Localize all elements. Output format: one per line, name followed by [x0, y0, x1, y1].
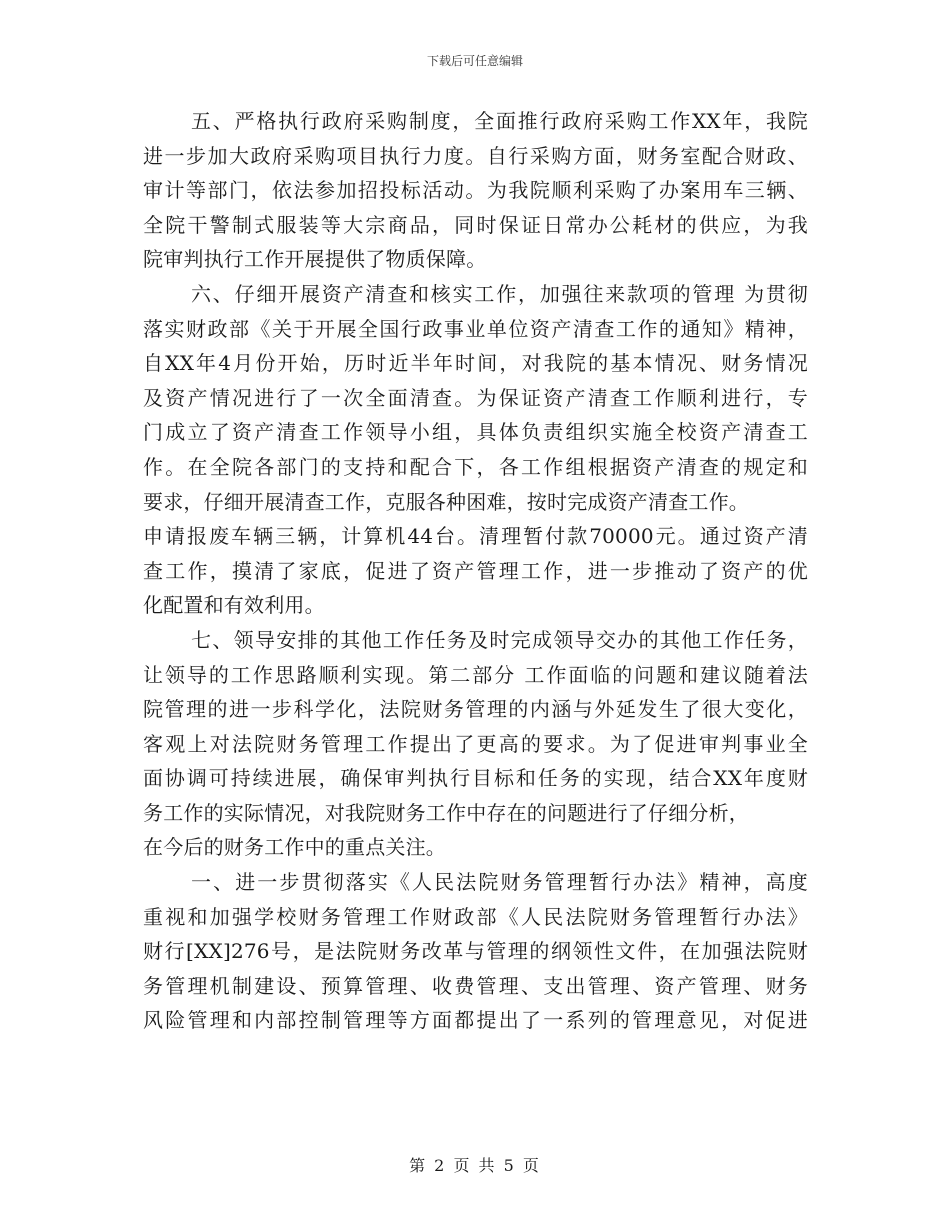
text-line: 化配置和有效利用。: [143, 593, 325, 618]
text-line: 进一步加大政府采购项目执行力度。自行采购方面，财务室配合财政、: [143, 143, 808, 168]
text-line: 风险管理和内部控制管理等方面都提出了一系列的管理意见，对促进: [143, 1008, 808, 1033]
text-line: 让领导的工作思路顺利实现。第二部分 工作面临的问题和建议随着法: [143, 662, 808, 687]
text-line: 务工作的实际情况，对我院财务工作中存在的问题进行了仔细分析，: [143, 800, 749, 825]
text-line: 重视和加强学校财务管理工作财政部《人民法院财务管理暂行办法》: [143, 904, 808, 929]
text-line: 自XX年4月份开始，历时近半年时间，对我院的基本情况、财务情况: [143, 351, 808, 376]
text-line: 面协调可持续进展，确保审判执行目标和任务的实现，结合XX年度财: [143, 766, 808, 791]
page-header: 下载后可任意编辑: [426, 54, 523, 68]
text-line: 门成立了资产清查工作领导小组，具体负责组织实施全校资产清查工: [143, 420, 808, 445]
text-line: 要求，仔细开展清查工作，克服各种困难，按时完成资产清查工作。: [143, 489, 749, 514]
text-line: 在今后的财务工作中的重点关注。: [143, 835, 446, 860]
text-line: 务管理机制建设、预算管理、收费管理、支出管理、资产管理、财务: [143, 973, 808, 998]
text-line: 七、领导安排的其他工作任务及时完成领导交办的其他工作任务，: [191, 627, 808, 652]
text-line: 一、进一步贯彻落实《人民法院财务管理暂行办法》精神，高度: [191, 870, 808, 895]
text-line: 审计等部门，依法参加招投标活动。为我院顺利采购了办案用车三辆、: [143, 178, 808, 203]
text-line: 全院干警制式服装等大宗商品，同时保证日常办公耗材的供应，为我: [143, 212, 808, 237]
text-line: 查工作，摸清了家底，促进了资产管理工作，进一步推动了资产的优: [143, 558, 808, 583]
text-line: 财行[XX]276号，是法院财务改革与管理的纲领性文件，在加强法院财: [143, 939, 808, 964]
text-line: 六、仔细开展资产清查和核实工作，加强往来款项的管理 为贯彻: [191, 281, 808, 306]
text-line: 申请报废车辆三辆，计算机44台。清理暂付款70000元。通过资产清: [143, 524, 808, 549]
text-line: 五、严格执行政府采购制度，全面推行政府采购工作XX年，我院: [191, 109, 808, 133]
paragraph-procurement: [143, 104, 808, 277]
text-line: 及资产情况进行了一次全面清查。为保证资产清查工作顺利进行，专: [143, 385, 808, 410]
text-line: 落实财政部《关于开展全国行政事业单位资产清查工作的通知》精神，: [143, 316, 808, 341]
paragraph-other-tasks: [143, 623, 808, 865]
paragraph-asset-audit: [143, 277, 808, 623]
text-line: 客观上对法院财务管理工作提出了更高的要求。为了促进审判事业全: [143, 731, 808, 756]
text-line: 院管理的进一步科学化，法院财务管理的内涵与外延发生了很大变化，: [143, 697, 808, 722]
page-footer: 第 2 页 共 5 页: [409, 1156, 541, 1175]
document-body: [143, 104, 808, 1038]
paragraph-implementation: [143, 865, 808, 1038]
text-line: 院审判执行工作开展提供了物质保障。: [143, 247, 487, 272]
text-line: 作。在全院各部门的支持和配合下，各工作组根据资产清查的规定和: [143, 454, 808, 479]
